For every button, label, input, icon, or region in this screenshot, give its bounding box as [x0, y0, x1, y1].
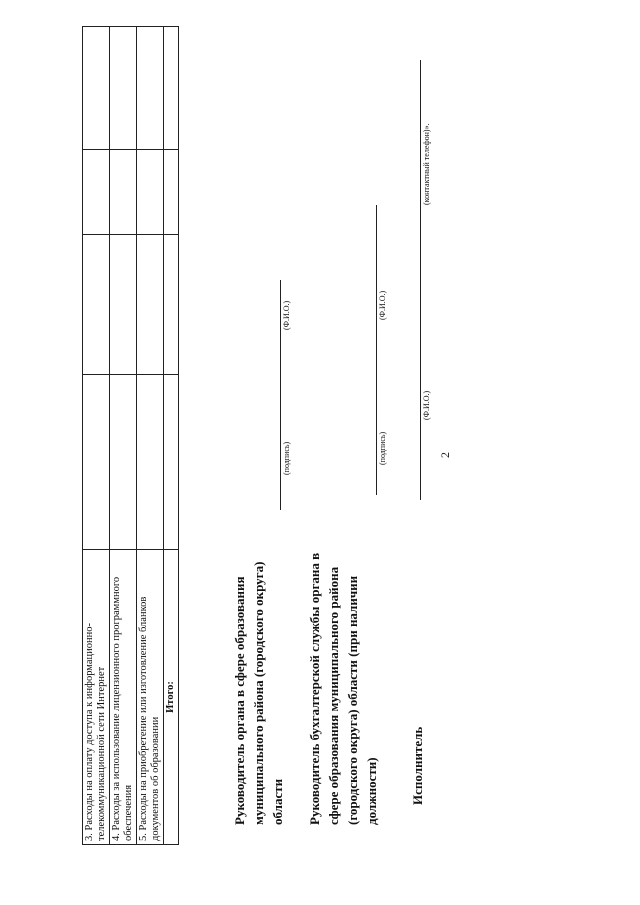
- table-cell: [137, 235, 164, 375]
- table-cell: [110, 235, 137, 375]
- table-cell: [110, 150, 137, 235]
- table-cell: [137, 375, 164, 550]
- table-row: [137, 27, 164, 845]
- accountant-signature-title: Руководитель бухгалтерской службы органа в сфере образования муниципального района (городского округа) области (при наличии должности): [307, 552, 379, 825]
- table-cell: [164, 235, 179, 375]
- head-name-caption: (Ф.И.О.): [282, 300, 291, 330]
- table-cell-label: 5. Расходы на приобретение или изготовление бланков документов об образовании: [137, 550, 164, 845]
- expenses-table: [82, 26, 179, 845]
- table-cell: [83, 235, 110, 375]
- table-cell: [83, 375, 110, 550]
- accountant-signature-line: [376, 205, 377, 495]
- table-cell: [137, 150, 164, 235]
- executor-line: [420, 60, 421, 500]
- table-cell: [164, 375, 179, 550]
- table-total-label: Итого:: [164, 550, 179, 845]
- table-total-row: [164, 27, 179, 845]
- head-signature-line: [280, 280, 281, 510]
- executor-name-caption: (Ф.И.О.): [422, 390, 431, 420]
- table-cell: [110, 27, 137, 150]
- page-number: 2: [438, 452, 452, 458]
- table-cell-label: 3. Расходы на оплату доступа к информационно-телекоммуникационной сети Интернет: [83, 550, 110, 845]
- executor-title: Исполнитель: [410, 726, 425, 805]
- table-cell: [164, 150, 179, 235]
- head-signature-caption: (подпись): [282, 441, 291, 475]
- table-cell: [83, 27, 110, 150]
- table-cell: [110, 375, 137, 550]
- table-cell: [137, 27, 164, 150]
- executor-phone-caption: (контактный телефон)».: [422, 123, 431, 205]
- table-cell-label: 4. Расходы за использование лицензионного программного обеспечения: [110, 550, 137, 845]
- table-row: [110, 27, 137, 845]
- head-signature-title: Руководитель органа в сфере образования муниципального района (городского округа) области: [232, 561, 285, 825]
- table-cell: [83, 150, 110, 235]
- accountant-name-caption: (Ф.И.О.): [378, 290, 387, 320]
- table-cell: [164, 27, 179, 150]
- accountant-signature-caption: (подпись): [378, 431, 387, 465]
- table-row: [83, 27, 110, 845]
